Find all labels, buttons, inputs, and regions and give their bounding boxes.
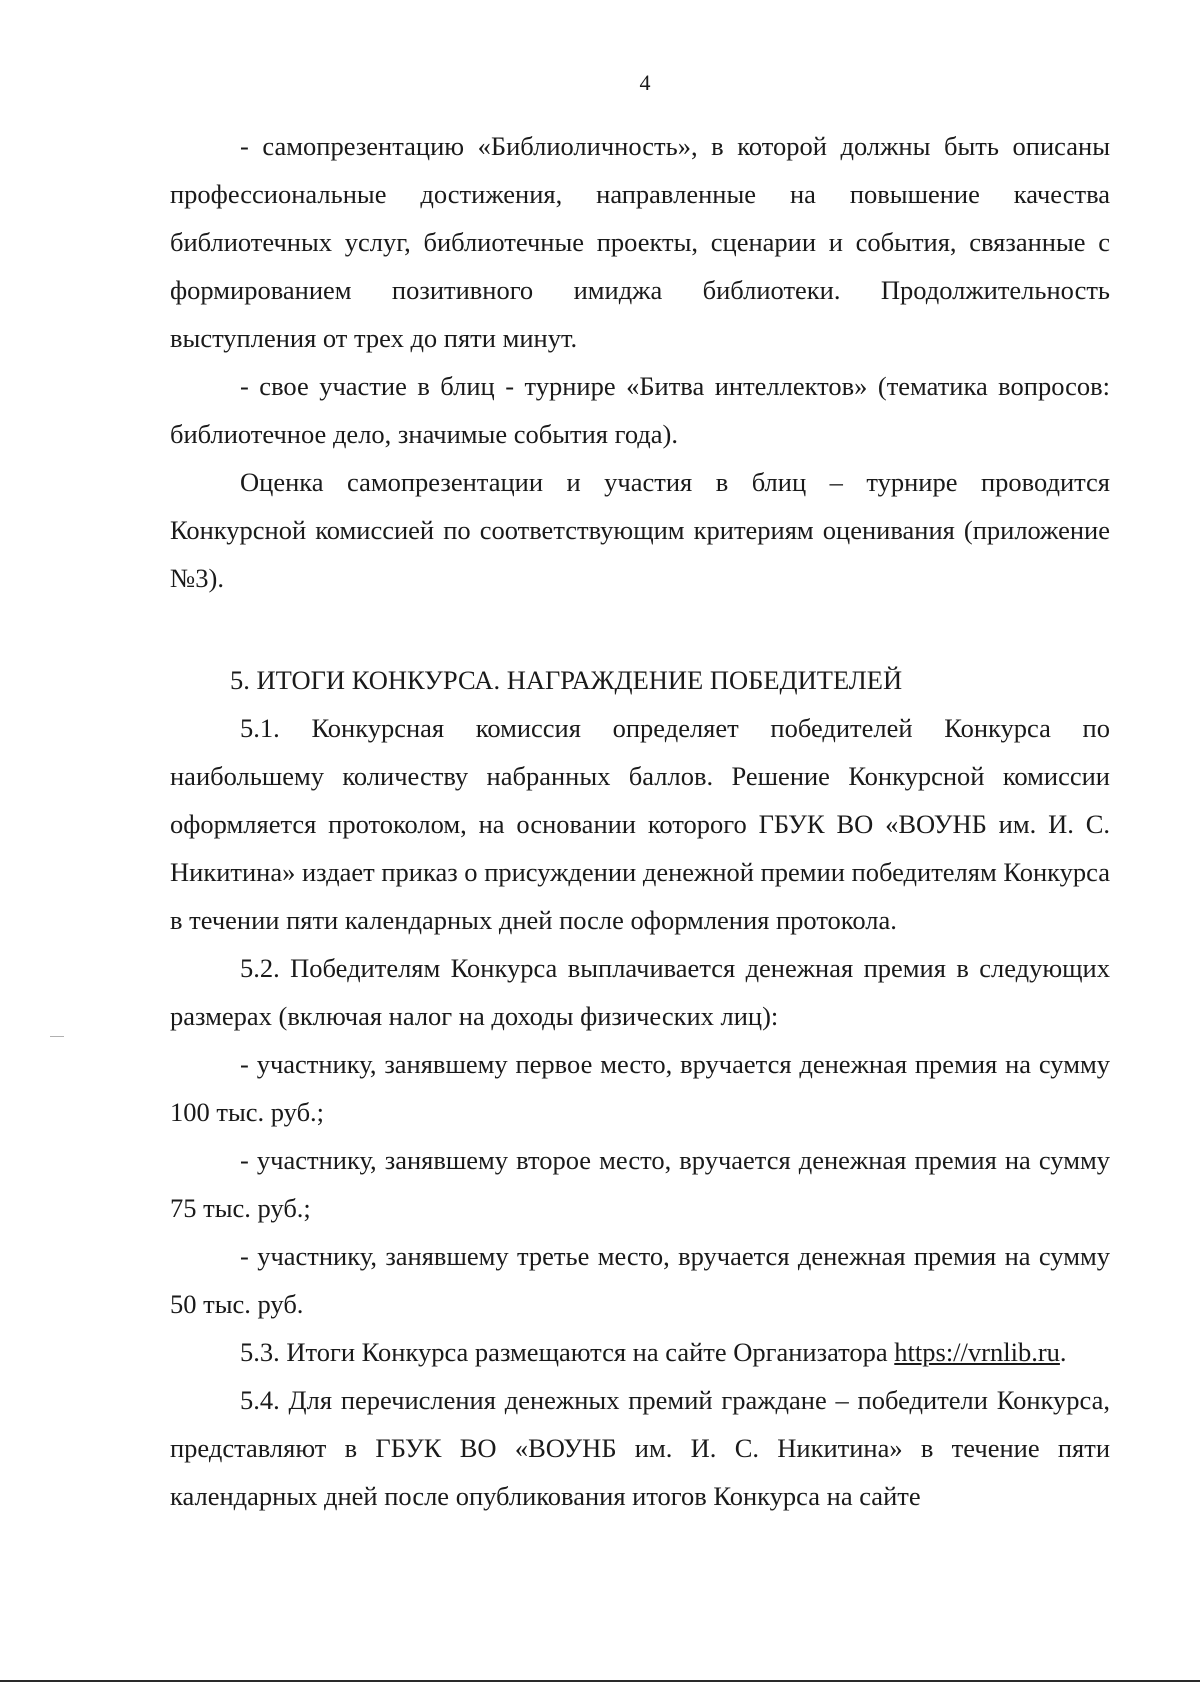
prize-first-place: - участнику, занявшему первое место, вручается денежная премия на сумму 100 тыс. руб.; [170, 1049, 1110, 1127]
page-number: 4 [639, 70, 651, 95]
document-body [170, 122, 1110, 1520]
scan-margin-mark [50, 1036, 64, 1037]
paragraph-5-3-text: 5.3. Итоги Конкурса размещаются на сайте Организатора [240, 1337, 895, 1367]
paragraph-5-3-end: . [1059, 1337, 1067, 1367]
prize-third-place: - участнику, занявшему третье место, вручается денежная премия на сумму 50 тыс. руб. [170, 1241, 1110, 1319]
paragraph-5-3 [170, 1328, 1110, 1376]
paragraph-5-1: 5.1. Конкурсная комиссия определяет победителей Конкурса по наибольшему количеству набранных баллов. Решение Конкурсной комиссии оформляется протоколом, на основании которого ГБУК ВО «ВОУНБ им. И. С. Никитина» издает приказ о присуждении денежной премии победителям Конкурса в течении пяти календарных дней после оформления протокола. [170, 713, 1110, 935]
prize-second-place: - участнику, занявшему второе место, вручается денежная премия на сумму 75 тыс. руб.; [170, 1145, 1110, 1223]
organizer-site-link[interactable]: https://vrnlib.ru [894, 1337, 1060, 1367]
section-heading: 5. ИТОГИ КОНКУРСА. НАГРАЖДЕНИЕ ПОБЕДИТЕЛЕЙ [230, 665, 903, 695]
paragraph-self-presentation: - самопрезентацию «Библиоличность», в которой должны быть описаны профессиональные достижения, направленные на повышение качества библиотечных услуг, библиотечные проекты, сценарии и события, связанные с формированием позитивного имиджа библиотеки. Продолжительность выступления от трех до пяти минут. [170, 131, 1110, 353]
paragraph-5-4: 5.4. Для перечисления денежных премий граждане – победители Конкурса, представляют в ГБУК ВО «ВОУНБ им. И. С. Никитина» в течение пяти календарных дней после опубликования итогов Конкурса на сайте [170, 1385, 1110, 1511]
paragraph-evaluation: Оценка самопрезентации и участия в блиц – турнире проводится Конкурсной комиссией по соответствующим критериям оценивания (приложение №3). [170, 467, 1110, 593]
paragraph-5-2: 5.2. Победителям Конкурса выплачивается денежная премия в следующих размерах (включая налог на доходы физических лиц): [170, 953, 1110, 1031]
paragraph-blitz-tournament: - свое участие в блиц - турнире «Битва интеллектов» (тематика вопросов: библиотечное дело, значимые события года). [170, 371, 1110, 449]
page-bottom-edge [0, 1680, 1200, 1682]
